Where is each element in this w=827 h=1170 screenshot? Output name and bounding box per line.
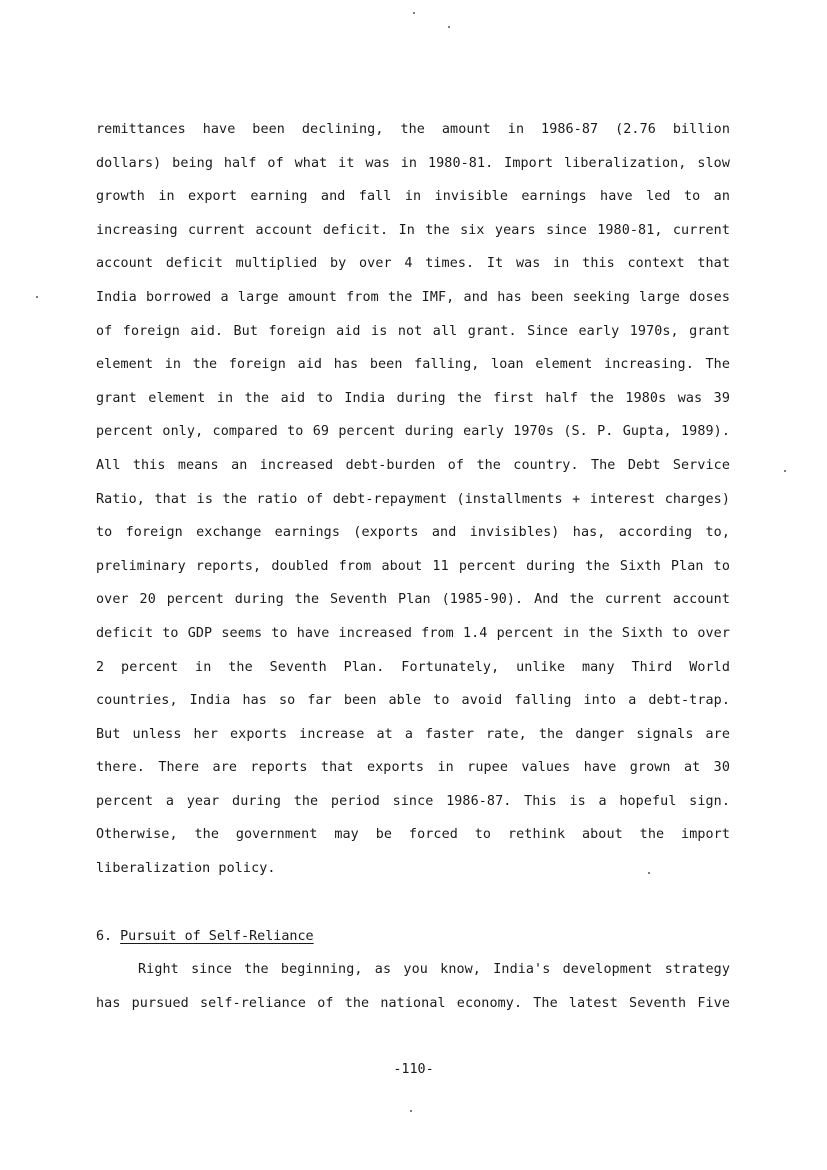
text-line: account deficit multiplied by over 4 times. It was in this context that <box>96 256 730 272</box>
text-line: 2 percent in the Seventh Plan. Fortunately, unlike many Third World <box>96 659 730 675</box>
paragraph-body <box>96 958 730 1025</box>
text-line: grant element in the aid to India during the first half the 1980s was 39 <box>96 390 730 406</box>
text-line: percent a year during the period since 1986-87. This is a hopeful sign. <box>96 793 730 809</box>
text-line: Otherwise, the government may be forced to rethink about the import <box>96 827 730 843</box>
paragraph-body <box>96 118 730 891</box>
text-line: countries, India has so far been able to avoid falling into a debt-trap. <box>96 693 730 709</box>
text-line: has pursued self-reliance of the national economy. The latest Seventh Five <box>96 995 730 1011</box>
page-number: -110- <box>393 1062 434 1077</box>
scan-speck <box>448 26 450 28</box>
section-heading <box>96 925 314 949</box>
text-line: element in the foreign aid has been falling, loan element increasing. The <box>96 357 730 373</box>
text-line: liberalization policy. <box>96 861 276 877</box>
text-line: increasing current account deficit. In the six years since 1980-81, current <box>96 222 730 238</box>
text-line: All this means an increased debt-burden of the country. The Debt Service <box>96 457 730 473</box>
scan-speck <box>784 470 786 472</box>
text-line: remittances have been declining, the amount in 1986-87 (2.76 billion <box>96 122 730 137</box>
text-line: to foreign exchange earnings (exports and invisibles) has, according to, <box>96 525 730 541</box>
text-line: Ratio, that is the ratio of debt-repayment (installments + interest charges) <box>96 491 730 507</box>
text-line: growth in export earning and fall in invisible earnings have led to an <box>96 189 730 205</box>
section-number: 6. <box>96 929 113 944</box>
section-title: Pursuit of Self-Reliance <box>120 929 314 944</box>
scan-speck <box>36 296 38 298</box>
text-line: of foreign aid. But foreign aid is not all grant. Since early 1970s, grant <box>96 323 730 339</box>
text-line: there. There are reports that exports in rupee values have grown at 30 <box>96 760 730 776</box>
text-line: Right since the beginning, as you know, India's development strategy <box>138 962 730 977</box>
text-line: But unless her exports increase at a faster rate, the danger signals are <box>96 726 730 742</box>
text-line: preliminary reports, doubled from about 11 percent during the Sixth Plan to <box>96 558 730 574</box>
text-line: India borrowed a large amount from the IMF, and has been seeking large doses <box>96 289 730 305</box>
text-line: dollars) being half of what it was in 1980-81. Import liberalization, slow <box>96 155 730 171</box>
text-line: percent only, compared to 69 percent during early 1970s (S. P. Gupta, 1989). <box>96 424 730 440</box>
text-line: over 20 percent during the Seventh Plan (1985-90). And the current account <box>96 592 730 608</box>
scan-speck <box>648 872 650 874</box>
text-line: deficit to GDP seems to have increased from 1.4 percent in the Sixth to over <box>96 625 730 641</box>
scan-speck <box>410 1110 412 1112</box>
scan-speck <box>413 12 415 14</box>
